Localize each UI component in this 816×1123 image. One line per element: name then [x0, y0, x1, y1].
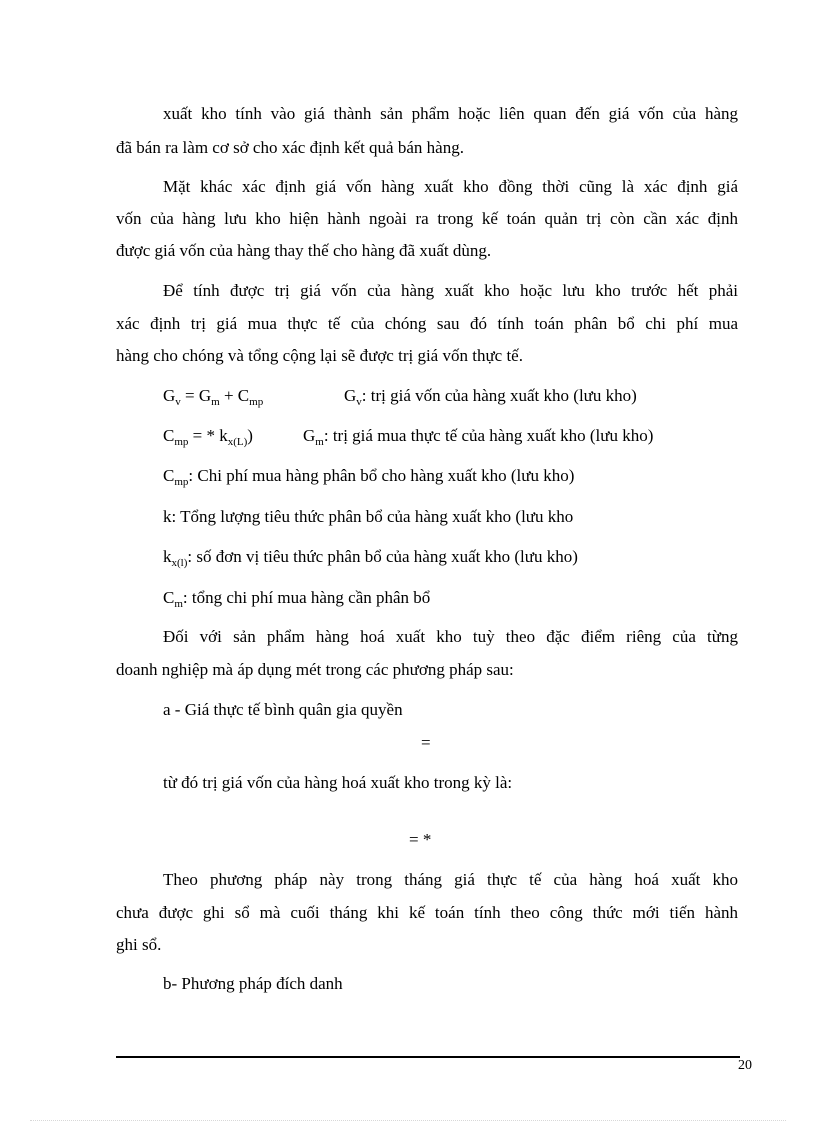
- paragraph-1-line-1: xuất kho tính vào giá thành sản phẩm hoặc liên quan đến giá vốn của hàng: [163, 104, 738, 123]
- definition-cm: $C_m$: tổng chi phí mua hàng cần phân bổ: [163, 588, 431, 610]
- paragraph-3-line-3: hàng cho chóng và tổng cộng lại sẽ được trị giá vốn thực tế.: [116, 346, 523, 365]
- definition-k: k: Tổng lượng tiêu thức phân bổ của hàng xuất kho (lưu kho: [163, 507, 574, 526]
- paragraph-4-line-1: Đối với sản phẩm hàng hoá xuất kho tuỳ theo đặc điểm riêng của từng: [163, 627, 738, 646]
- paragraph-3-line-2: xác định trị giá mua thực tế của chóng sau đó tính toán phân bổ chi phí mua: [116, 314, 738, 333]
- method-a-heading: a - Giá thực tế bình quân gia quyền: [163, 700, 403, 719]
- page-number: 20: [738, 1058, 752, 1073]
- paragraph-3-line-1: Để tính được trị giá vốn của hàng xuất kho hoặc lưu kho trước hết phải: [163, 281, 738, 300]
- formula-cmp: $C_{mp}$ = * $k_{x(L)}$): [163, 426, 253, 448]
- definition-kx: $k_{x(l)}$: số đơn vị tiêu thức phân bổ của hàng xuất kho (lưu kho): [163, 547, 578, 569]
- from-there-line: từ đó trị giá vốn của hàng hoá xuất kho trong kỳ là:: [163, 773, 513, 792]
- paragraph-2-line-3: được giá vốn của hàng thay thế cho hàng đã xuất dùng.: [116, 241, 492, 260]
- formula-gv: $G_v = G_m + C_{mp}$: [163, 386, 264, 408]
- definition-gv: $G_v$: trị giá vốn của hàng xuất kho (lưu kho): [344, 386, 637, 408]
- paragraph-1-line-2: đã bán ra làm cơ sở cho xác định kết quả bán hàng.: [116, 138, 464, 157]
- paragraph-5-line-2: chưa được ghi sổ mà cuối tháng khi kế toán tính theo công thức mới tiến hành: [116, 903, 738, 922]
- paragraph-2-line-2: vốn của hàng lưu kho hiện hành ngoài ra trong kế toán quản trị còn cần xác định: [116, 209, 738, 228]
- formula-equals-b: = *: [409, 830, 432, 849]
- paragraph-5-line-1: Theo phương pháp này trong tháng giá thực tế của hàng hoá xuất kho: [163, 870, 738, 889]
- formula-equals-a: =: [421, 733, 431, 752]
- footer-rule: [116, 1056, 740, 1058]
- paragraph-2-line-1: Mặt khác xác định giá vốn hàng xuất kho đồng thời cũng là xác định giá: [163, 177, 738, 196]
- definition-gm: $G_m$: trị giá mua thực tế của hàng xuất kho (lưu kho): [303, 426, 654, 448]
- method-b-heading: b- Phương pháp đích danh: [163, 974, 343, 993]
- definition-cmp: $C_{mp}$: Chi phí mua hàng phân bổ cho hàng xuất kho (lưu kho): [163, 466, 575, 488]
- paragraph-5-line-3: ghi sổ.: [116, 935, 162, 954]
- paragraph-4-line-2: doanh nghiệp mà áp dụng mét trong các phương pháp sau:: [116, 660, 514, 679]
- page-bottom-edge: [30, 1120, 786, 1121]
